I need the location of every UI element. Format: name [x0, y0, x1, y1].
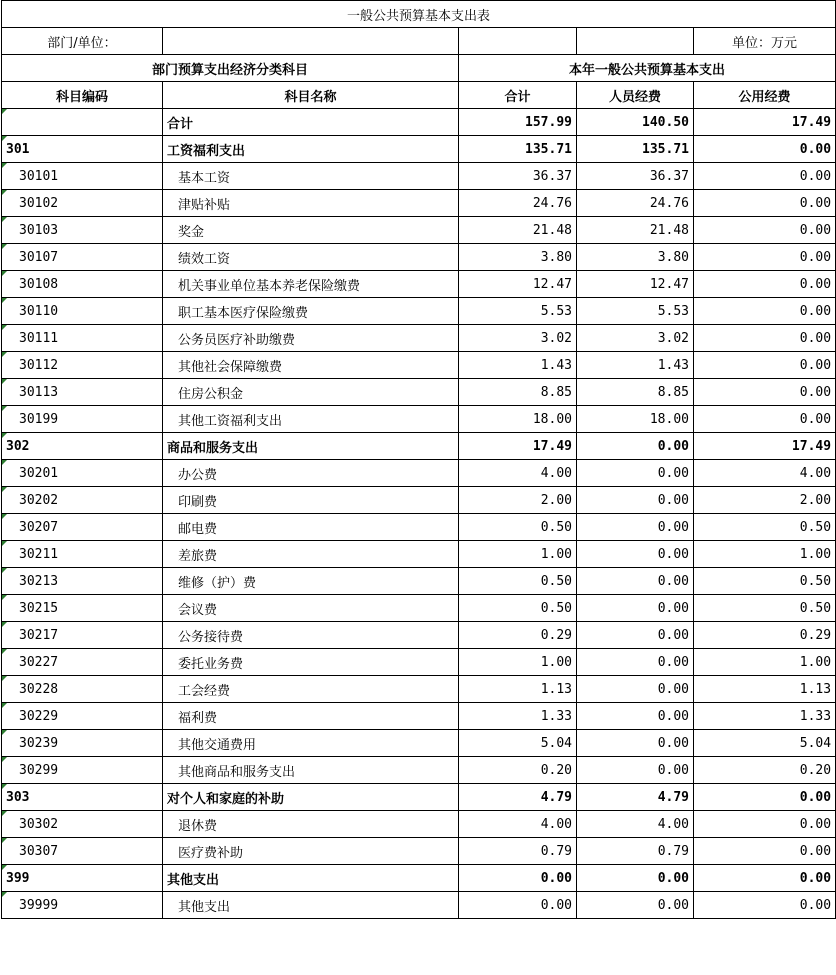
public-cell[interactable]: 0.20 [694, 757, 836, 784]
name-cell[interactable]: 基本工资 [163, 163, 459, 190]
group-header-left[interactable]: 部门预算支出经济分类科目 [2, 55, 459, 82]
total-total-cell[interactable]: 157.99 [459, 109, 577, 136]
code-cell[interactable]: 30213 [2, 568, 163, 595]
header-personnel[interactable]: 人员经费 [577, 82, 694, 109]
table-row [2, 595, 836, 622]
name-cell[interactable]: 邮电费 [163, 514, 459, 541]
total-cell[interactable]: 21.48 [459, 217, 577, 244]
code-cell[interactable]: 30103 [2, 217, 163, 244]
name-cell[interactable]: 印刷费 [163, 487, 459, 514]
total-cell[interactable]: 0.79 [459, 838, 577, 865]
public-cell[interactable]: 0.00 [694, 163, 836, 190]
header-public[interactable]: 公用经费 [694, 82, 836, 109]
public-cell[interactable]: 1.00 [694, 649, 836, 676]
name-cell[interactable]: 对个人和家庭的补助 [163, 784, 459, 811]
code-cell[interactable]: 30299 [2, 757, 163, 784]
table-row [2, 838, 836, 865]
personnel-cell[interactable]: 18.00 [577, 406, 694, 433]
total-code-cell[interactable] [2, 109, 163, 136]
total-cell[interactable]: 18.00 [459, 406, 577, 433]
budget-table [1, 0, 836, 919]
public-cell[interactable]: 0.00 [694, 352, 836, 379]
public-cell[interactable]: 0.00 [694, 811, 836, 838]
table-row [2, 703, 836, 730]
personnel-cell[interactable]: 135.71 [577, 136, 694, 163]
total-cell[interactable]: 1.33 [459, 703, 577, 730]
total-cell[interactable]: 0.50 [459, 595, 577, 622]
total-cell[interactable]: 1.00 [459, 649, 577, 676]
name-cell[interactable]: 办公费 [163, 460, 459, 487]
personnel-cell[interactable]: 0.00 [577, 892, 694, 919]
header-code[interactable]: 科目编码 [2, 82, 163, 109]
total-cell[interactable]: 4.79 [459, 784, 577, 811]
code-cell[interactable]: 30113 [2, 379, 163, 406]
code-cell[interactable]: 30228 [2, 676, 163, 703]
code-cell[interactable]: 30307 [2, 838, 163, 865]
total-cell[interactable]: 4.00 [459, 811, 577, 838]
name-cell[interactable]: 公务员医疗补助缴费 [163, 325, 459, 352]
name-cell[interactable]: 其他社会保障缴费 [163, 352, 459, 379]
personnel-cell[interactable]: 0.00 [577, 703, 694, 730]
group-header-right[interactable]: 本年一般公共预算基本支出 [459, 55, 836, 82]
public-cell[interactable]: 0.00 [694, 838, 836, 865]
name-cell[interactable]: 公务接待费 [163, 622, 459, 649]
personnel-cell[interactable]: 3.02 [577, 325, 694, 352]
code-cell[interactable]: 30110 [2, 298, 163, 325]
personnel-cell[interactable]: 0.00 [577, 730, 694, 757]
table-row [2, 676, 836, 703]
name-cell[interactable]: 工资福利支出 [163, 136, 459, 163]
table-row [2, 460, 836, 487]
personnel-cell[interactable]: 3.80 [577, 244, 694, 271]
personnel-cell[interactable]: 0.00 [577, 595, 694, 622]
code-cell[interactable]: 30107 [2, 244, 163, 271]
total-cell[interactable]: 3.80 [459, 244, 577, 271]
personnel-cell[interactable]: 0.00 [577, 676, 694, 703]
public-cell[interactable]: 5.04 [694, 730, 836, 757]
public-cell[interactable]: 1.13 [694, 676, 836, 703]
public-cell[interactable]: 0.00 [694, 406, 836, 433]
name-cell[interactable]: 委托业务费 [163, 649, 459, 676]
public-cell[interactable]: 0.00 [694, 136, 836, 163]
table-row [2, 757, 836, 784]
personnel-cell[interactable]: 4.79 [577, 784, 694, 811]
table-row [2, 406, 836, 433]
table-row [2, 568, 836, 595]
unit-label[interactable]: 单位：万元 [694, 28, 836, 55]
personnel-cell[interactable]: 8.85 [577, 379, 694, 406]
total-personnel-cell[interactable]: 140.50 [577, 109, 694, 136]
code-cell[interactable]: 30101 [2, 163, 163, 190]
total-cell[interactable]: 1.00 [459, 541, 577, 568]
name-cell[interactable]: 奖金 [163, 217, 459, 244]
table-row [2, 217, 836, 244]
code-cell[interactable]: 30215 [2, 595, 163, 622]
code-cell[interactable]: 30111 [2, 325, 163, 352]
public-cell[interactable]: 0.00 [694, 271, 836, 298]
code-cell[interactable]: 39999 [2, 892, 163, 919]
table-row [2, 352, 836, 379]
total-name-cell[interactable]: 合计 [163, 109, 459, 136]
total-cell[interactable]: 4.00 [459, 460, 577, 487]
dept-value-cell[interactable] [163, 28, 459, 55]
code-cell[interactable]: 30108 [2, 271, 163, 298]
total-cell[interactable]: 12.47 [459, 271, 577, 298]
name-cell[interactable]: 住房公积金 [163, 379, 459, 406]
table-row [2, 730, 836, 757]
personnel-cell[interactable]: 0.00 [577, 487, 694, 514]
code-cell[interactable]: 30202 [2, 487, 163, 514]
public-cell[interactable]: 0.50 [694, 568, 836, 595]
personnel-cell[interactable]: 0.00 [577, 568, 694, 595]
personnel-cell[interactable]: 0.00 [577, 865, 694, 892]
code-cell[interactable]: 399 [2, 865, 163, 892]
total-cell[interactable]: 24.76 [459, 190, 577, 217]
public-cell[interactable]: 0.29 [694, 622, 836, 649]
code-cell[interactable]: 301 [2, 136, 163, 163]
name-cell[interactable]: 其他商品和服务支出 [163, 757, 459, 784]
total-cell[interactable]: 5.53 [459, 298, 577, 325]
personnel-cell[interactable]: 0.79 [577, 838, 694, 865]
name-cell[interactable]: 医疗费补助 [163, 838, 459, 865]
personnel-cell[interactable]: 1.43 [577, 352, 694, 379]
public-cell[interactable]: 0.00 [694, 217, 836, 244]
personnel-cell[interactable]: 0.00 [577, 622, 694, 649]
name-cell[interactable]: 会议费 [163, 595, 459, 622]
table-row [2, 163, 836, 190]
public-cell[interactable]: 0.00 [694, 379, 836, 406]
table-row [2, 379, 836, 406]
public-cell[interactable]: 0.50 [694, 595, 836, 622]
total-cell[interactable]: 36.37 [459, 163, 577, 190]
code-cell[interactable]: 30207 [2, 514, 163, 541]
code-cell[interactable]: 30229 [2, 703, 163, 730]
name-cell[interactable]: 其他支出 [163, 865, 459, 892]
personnel-cell[interactable]: 12.47 [577, 271, 694, 298]
total-cell[interactable]: 1.43 [459, 352, 577, 379]
table-row [2, 514, 836, 541]
total-cell[interactable]: 1.13 [459, 676, 577, 703]
name-cell[interactable]: 商品和服务支出 [163, 433, 459, 460]
public-cell[interactable]: 4.00 [694, 460, 836, 487]
code-cell[interactable]: 30102 [2, 190, 163, 217]
name-cell[interactable]: 绩效工资 [163, 244, 459, 271]
public-cell[interactable]: 1.33 [694, 703, 836, 730]
name-cell[interactable]: 机关事业单位基本养老保险缴费 [163, 271, 459, 298]
total-cell[interactable]: 3.02 [459, 325, 577, 352]
public-cell[interactable]: 0.00 [694, 298, 836, 325]
table-row [2, 136, 836, 163]
total-cell[interactable]: 0.00 [459, 892, 577, 919]
code-cell[interactable]: 303 [2, 784, 163, 811]
column-header-row [2, 82, 836, 109]
personnel-cell[interactable]: 4.00 [577, 811, 694, 838]
header-name[interactable]: 科目名称 [163, 82, 459, 109]
group-header-row [2, 55, 836, 82]
table-row [2, 784, 836, 811]
table-row [2, 622, 836, 649]
table-row [2, 271, 836, 298]
personnel-cell[interactable]: 0.00 [577, 514, 694, 541]
public-cell[interactable]: 0.00 [694, 325, 836, 352]
meta-row [2, 28, 836, 55]
table-row [2, 433, 836, 460]
table-row [2, 325, 836, 352]
code-cell[interactable]: 30112 [2, 352, 163, 379]
name-cell[interactable]: 维修（护）费 [163, 568, 459, 595]
personnel-cell[interactable]: 21.48 [577, 217, 694, 244]
title-row [2, 1, 836, 28]
header-total[interactable]: 合计 [459, 82, 577, 109]
table-row [2, 811, 836, 838]
table-row [2, 649, 836, 676]
personnel-cell[interactable]: 36.37 [577, 163, 694, 190]
code-cell[interactable]: 30227 [2, 649, 163, 676]
code-cell[interactable]: 30201 [2, 460, 163, 487]
public-cell[interactable]: 2.00 [694, 487, 836, 514]
code-cell[interactable]: 30217 [2, 622, 163, 649]
name-cell[interactable]: 退休费 [163, 811, 459, 838]
table-row [2, 892, 836, 919]
public-cell[interactable]: 0.00 [694, 784, 836, 811]
name-cell[interactable]: 职工基本医疗保险缴费 [163, 298, 459, 325]
personnel-cell[interactable]: 0.00 [577, 649, 694, 676]
public-cell[interactable]: 17.49 [694, 433, 836, 460]
public-cell[interactable]: 0.00 [694, 865, 836, 892]
personnel-cell[interactable]: 0.00 [577, 460, 694, 487]
name-cell[interactable]: 津贴补贴 [163, 190, 459, 217]
name-cell[interactable]: 工会经费 [163, 676, 459, 703]
personnel-cell[interactable]: 0.00 [577, 433, 694, 460]
code-cell[interactable]: 30211 [2, 541, 163, 568]
name-cell[interactable]: 差旅费 [163, 541, 459, 568]
total-cell[interactable]: 8.85 [459, 379, 577, 406]
total-row [2, 109, 836, 136]
name-cell[interactable]: 其他支出 [163, 892, 459, 919]
table-row [2, 298, 836, 325]
code-cell[interactable]: 30199 [2, 406, 163, 433]
total-cell[interactable]: 0.50 [459, 568, 577, 595]
total-cell[interactable]: 0.29 [459, 622, 577, 649]
public-cell[interactable]: 0.00 [694, 190, 836, 217]
table-row [2, 865, 836, 892]
total-cell[interactable]: 17.49 [459, 433, 577, 460]
public-cell[interactable]: 1.00 [694, 541, 836, 568]
public-cell[interactable]: 0.00 [694, 892, 836, 919]
public-cell[interactable]: 0.00 [694, 244, 836, 271]
total-cell[interactable]: 0.20 [459, 757, 577, 784]
table-row [2, 541, 836, 568]
personnel-cell[interactable]: 24.76 [577, 190, 694, 217]
table-row [2, 190, 836, 217]
table-row [2, 244, 836, 271]
total-cell[interactable]: 135.71 [459, 136, 577, 163]
dept-label[interactable]: 部门/单位： [2, 28, 163, 55]
name-cell[interactable]: 其他工资福利支出 [163, 406, 459, 433]
sheet-title[interactable]: 一般公共预算基本支出表 [2, 1, 836, 28]
code-cell[interactable]: 30239 [2, 730, 163, 757]
total-cell[interactable]: 2.00 [459, 487, 577, 514]
code-cell[interactable]: 30302 [2, 811, 163, 838]
personnel-cell[interactable]: 5.53 [577, 298, 694, 325]
total-public-cell[interactable]: 17.49 [694, 109, 836, 136]
total-cell[interactable]: 0.50 [459, 514, 577, 541]
personnel-cell[interactable]: 0.00 [577, 757, 694, 784]
table-row [2, 487, 836, 514]
code-cell[interactable]: 302 [2, 433, 163, 460]
name-cell[interactable]: 其他交通费用 [163, 730, 459, 757]
total-cell[interactable]: 5.04 [459, 730, 577, 757]
total-cell[interactable]: 0.00 [459, 865, 577, 892]
meta-empty-cell[interactable] [577, 28, 694, 55]
meta-empty-cell[interactable] [459, 28, 577, 55]
public-cell[interactable]: 0.50 [694, 514, 836, 541]
name-cell[interactable]: 福利费 [163, 703, 459, 730]
personnel-cell[interactable]: 0.00 [577, 541, 694, 568]
